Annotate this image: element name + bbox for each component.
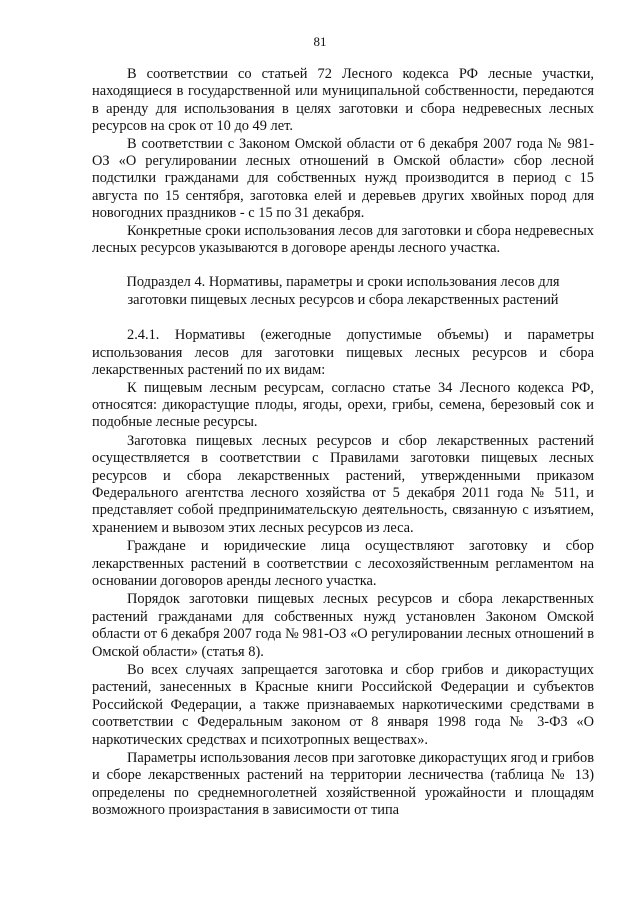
- paragraph-personal-needs: Порядок заготовки пищевых лесных ресурсов и сбора лекарственных растений гражданами для собственных нужд установлен Законом Омской области от 6 декабря 2007 года № 981-ОЗ «О регулировании лесных отношений в Омской области» (статья 8).: [92, 591, 594, 660]
- paragraph-parameters: Параметры использования лесов при заготовке дикорастущих ягод и грибов и сборе лекарственных растений на территории лесничества (таблица № 13) определены по среднемноголетней хозяйственной урожайности и площадям возможного произрастания в зависимости от типа: [92, 750, 594, 819]
- paragraph-citizens-legal-entities: Граждане и юридические лица осуществляют заготовку и сбор лекарственных растений в соответствии с лесохозяйственным регламентом на основании договоров аренды лесного участка.: [92, 538, 594, 589]
- paragraph-forest-code-article-72: В соответствии со статьей 72 Лесного кодекса РФ лесные участки, находящиеся в государственной или муниципальной собственности, передаются в аренду для использования в целях заготовки и сбора недревесных лесных ресурсов на срок от 10 до 49 лет.: [92, 66, 594, 135]
- page-number: 81: [313, 34, 327, 49]
- paragraph-food-resources: К пищевым лесным ресурсам, согласно статье 34 Лесного кодекса РФ, относятся: дикорастущие плоды, ягоды, орехи, грибы, семена, березовый сок и подобные лесные ресурсы.: [92, 379, 594, 431]
- page-body: [92, 66, 594, 820]
- section-spacer: [92, 309, 594, 327]
- paragraph-prohibitions: Во всех случаях запрещается заготовка и сбор грибов и дикорастущих растений, занесенных в Красные книги Российской Федерации и субъектов Российской Федерации, а также признаваемых наркотическими средствами в соответствии с Федеральным законом от 8 января 1998 года № 3-ФЗ «О наркотических средствах и психотропных веществах».: [92, 662, 594, 748]
- paragraph-omsk-law-terms: В соответствии с Законом Омской области от 6 декабря 2007 года № 981-ОЗ «О регулировании лесных отношений в Омской области» сбор лесной подстилки гражданами для собственных нужд производится в период с 15 августа по 15 сентября, заготовка елей и деревьев других хвойных пород для новогодних праздников - с 15 по 31 декабря.: [92, 135, 594, 222]
- section-title: Подраздел 4. Нормативы, параметры и сроки использования лесов для заготовки пищевых лесных ресурсов и сбора лекарственных растений: [126, 274, 560, 308]
- paragraph-2-4-1-norms: 2.4.1. Нормативы (ежегодные допустимые объемы) и параметры использования лесов для заготовки пищевых лесных ресурсов и сбора лекарственных растений по их видам:: [92, 327, 594, 379]
- paragraph-lease-terms: Конкретные сроки использования лесов для заготовки и сбора недревесных лесных ресурсов указываются в договоре аренды лесного участка.: [92, 222, 594, 257]
- section-spacer: [92, 257, 594, 274]
- paragraph-harvesting-rules: Заготовка пищевых лесных ресурсов и сбор лекарственных растений осуществляется в соответствии с Правилами заготовки пищевых лесных ресурсов и сбора лекарственных растений, утвержденными приказом Федерального агентства лесного хозяйства от 5 декабря 2011 года № 511, и представляет собой предпринимательскую деятельность, связанную с изъятием, хранением и вывозом этих лесных ресурсов из леса.: [92, 432, 594, 536]
